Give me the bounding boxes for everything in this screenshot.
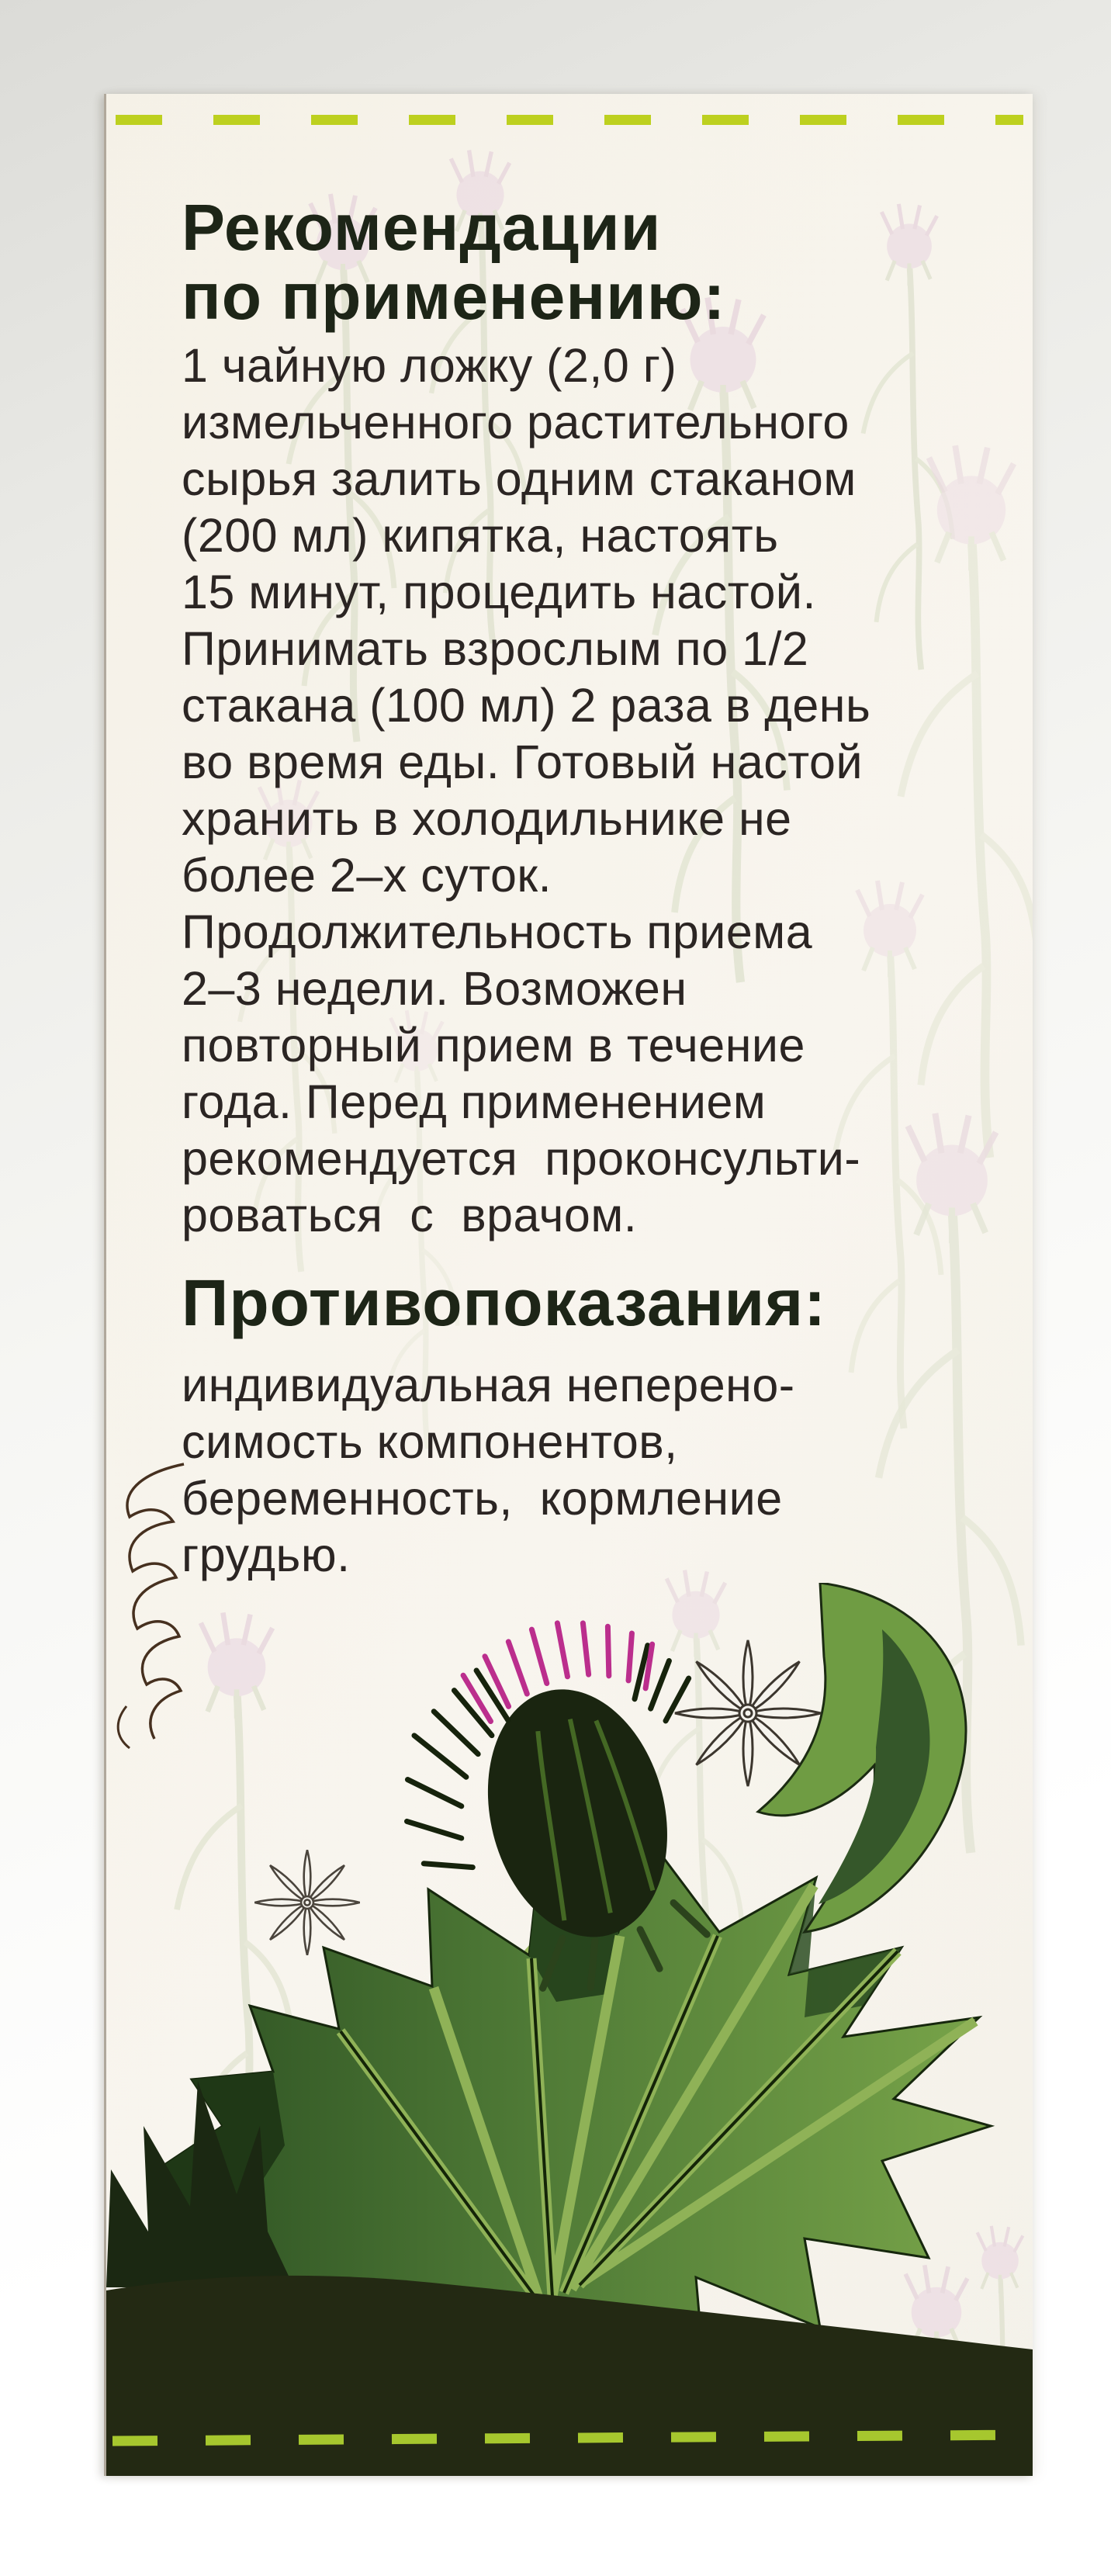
directions-line: рекомендуется проконсульти- xyxy=(182,1132,861,1185)
contraindications-heading: Противопоказания: xyxy=(182,1266,827,1339)
directions-line: измельченного растительного xyxy=(182,396,850,448)
star-flower-icon xyxy=(254,1850,359,1955)
directions-line: повторный прием в течение xyxy=(182,1019,805,1072)
star-flower-icon xyxy=(675,1640,821,1786)
directions-line: сырья залить одним стаканом xyxy=(182,452,857,505)
directions-line: 1 чайную ложку (2,0 г) xyxy=(182,339,677,392)
directions-text xyxy=(182,338,870,1244)
directions-line: более 2–х суток. xyxy=(182,849,552,902)
contraindications-line: индивидуальная неперено- xyxy=(182,1359,795,1411)
directions-heading xyxy=(182,193,725,331)
directions-line: Продолжительность приема xyxy=(182,905,813,958)
directions-line: 15 минут, процедить настой. xyxy=(182,566,816,618)
perforation-dash-line-top xyxy=(116,115,1023,125)
directions-heading-line2: по применению: xyxy=(182,260,726,333)
directions-line: 2–3 недели. Возможен xyxy=(182,962,687,1015)
directions-heading-line1: Рекомендации xyxy=(182,191,662,264)
contraindications-text xyxy=(182,1357,795,1584)
directions-line: стакана (100 мл) 2 раза в день xyxy=(182,679,871,732)
contraindications-line: беременность, кормление xyxy=(182,1472,783,1525)
thistle-illustration xyxy=(106,1583,1033,2476)
directions-line: (200 мл) кипятка, настоять xyxy=(182,509,779,562)
directions-line: года. Перед применением xyxy=(182,1075,767,1128)
directions-line: хранить в холодильнике не xyxy=(182,792,792,845)
package-side-panel xyxy=(104,94,1033,2476)
contraindications-line: симость компонентов, xyxy=(182,1415,678,1468)
directions-line: роваться с врачом. xyxy=(182,1189,638,1241)
contraindications-line: грудью. xyxy=(182,1529,351,1581)
directions-line: во время еды. Готовый настой xyxy=(182,736,864,788)
directions-line: Принимать взрослым по 1/2 xyxy=(182,622,809,675)
ground-band xyxy=(106,2276,1033,2476)
